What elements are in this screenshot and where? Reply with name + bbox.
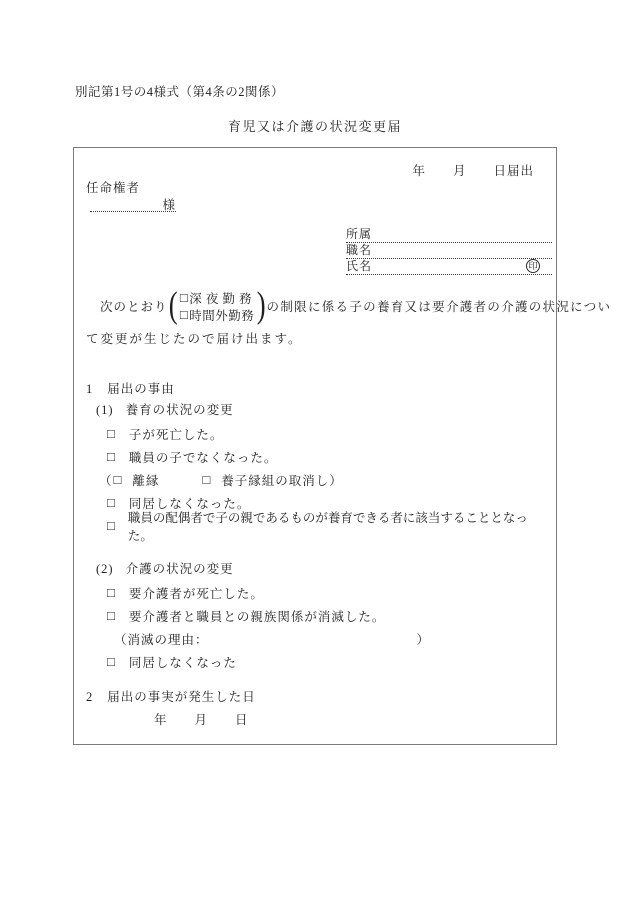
subsection-1-heading: [96, 400, 544, 418]
item-label: 同居しなくなった: [128, 655, 237, 670]
paren-open: （: [99, 473, 113, 488]
option-label-late-night: 深 夜 勤 務: [189, 291, 253, 306]
item-dissolution-detail: [99, 468, 544, 491]
checkbox-kinship-extinguished[interactable]: □: [107, 608, 116, 623]
checkbox-overtime-work[interactable]: □: [179, 307, 189, 322]
section-2-heading: [86, 687, 544, 705]
appointer-name-field[interactable]: [90, 195, 176, 212]
item-label: 子が死亡した。: [128, 427, 224, 442]
option-overtime-work: [180, 306, 254, 323]
form-reference: 別記第1号の4様式（第4条の2関係）: [75, 85, 285, 99]
brace-open: (: [168, 285, 178, 326]
item-stopped-cohabiting-care: [107, 650, 544, 673]
intro-line-1: [86, 285, 612, 326]
subsection-2-heading: [96, 559, 544, 577]
item-label: 職員の配偶者で子の親であるものが養育できる者に該当することとなった。: [127, 510, 528, 543]
identity-fields: [346, 227, 552, 275]
appointer-suffix: 様: [162, 198, 176, 212]
item-label-adoption-annulment: 養子縁組の取消し: [221, 473, 330, 488]
checkbox-divorce-adoption[interactable]: □: [113, 472, 123, 487]
form-box: [73, 147, 612, 745]
section-2-title: 届出の事実が発生した日: [107, 690, 256, 704]
item-label-divorce: 離縁: [132, 473, 160, 488]
name-field[interactable]: [346, 259, 552, 275]
intro-after-text: の制限に係る子の養育又は要介護者の介護の状況につい: [266, 300, 612, 314]
reason-label: （消滅の理由：: [114, 632, 209, 647]
item-care-recipient-died: [107, 581, 544, 604]
section-1-heading: [86, 379, 544, 397]
section-2: [86, 687, 544, 728]
position-label: 職名: [346, 243, 373, 257]
item-child-died: [107, 422, 544, 445]
intro-statement: [86, 285, 612, 349]
option-late-night-work: [180, 289, 254, 306]
name-label: 氏名: [346, 259, 373, 273]
checkbox-adoption-annulment[interactable]: □: [202, 472, 212, 487]
childcare-change-items: [86, 422, 544, 543]
item-no-longer-employees-child: [107, 445, 544, 468]
checkbox-stopped-cohabiting-care[interactable]: □: [107, 654, 116, 669]
checkbox-late-night-work[interactable]: □: [179, 290, 189, 305]
option-label-overtime: 時間外勤務: [189, 308, 255, 323]
item-label: 要介護者と職員との親族関係が消滅した。: [128, 609, 386, 624]
nursing-change-items: [86, 581, 544, 673]
subsection-1-title: 養育の状況の変更: [125, 403, 234, 417]
paren-close: ）: [329, 473, 343, 488]
subsection-2-title: 介護の状況の変更: [125, 562, 234, 576]
section-1: [86, 379, 544, 673]
checkbox-stopped-cohabiting[interactable]: □: [107, 495, 116, 510]
occurrence-date-field[interactable]: 年 月 日: [154, 713, 249, 727]
item-label: 職員の子でなくなった。: [128, 450, 278, 465]
section-1-title: 届出の事由: [107, 382, 175, 396]
form-title: 育児又は介護の状況変更届: [227, 119, 402, 134]
checkbox-no-longer-employees-child[interactable]: □: [107, 449, 116, 464]
intro-line-2: て変更が生じたので届け出ます。: [86, 332, 303, 346]
position-field[interactable]: [346, 243, 552, 259]
affiliation-label: 所属: [346, 227, 373, 241]
seal-stamp-icon: 印: [526, 259, 540, 273]
intro-lead: 次のとおり: [100, 300, 168, 314]
subsection-2-number: (2): [96, 562, 114, 576]
item-label: 同居しなくなった。: [128, 496, 251, 511]
subsection-1-number: (1): [96, 403, 114, 417]
work-type-options: [178, 289, 256, 323]
item-spouse-can-care: [107, 510, 544, 543]
affiliation-field[interactable]: [346, 227, 552, 243]
checkbox-spouse-can-care[interactable]: □: [107, 518, 115, 533]
submission-date-line: 年 月 日届出: [412, 164, 534, 178]
item-kinship-extinguished: [107, 604, 544, 627]
checkbox-child-died[interactable]: □: [107, 426, 116, 441]
appointer-label: 任命権者: [86, 181, 141, 195]
item-label: 要介護者が死亡した。: [128, 586, 264, 601]
extinguishment-reason-field[interactable]: [114, 627, 430, 650]
section-1-number: 1: [86, 382, 94, 396]
reason-close-paren: ）: [416, 632, 430, 647]
section-2-number: 2: [86, 690, 94, 704]
checkbox-care-recipient-died[interactable]: □: [107, 585, 116, 600]
brace-close: ): [256, 285, 266, 326]
